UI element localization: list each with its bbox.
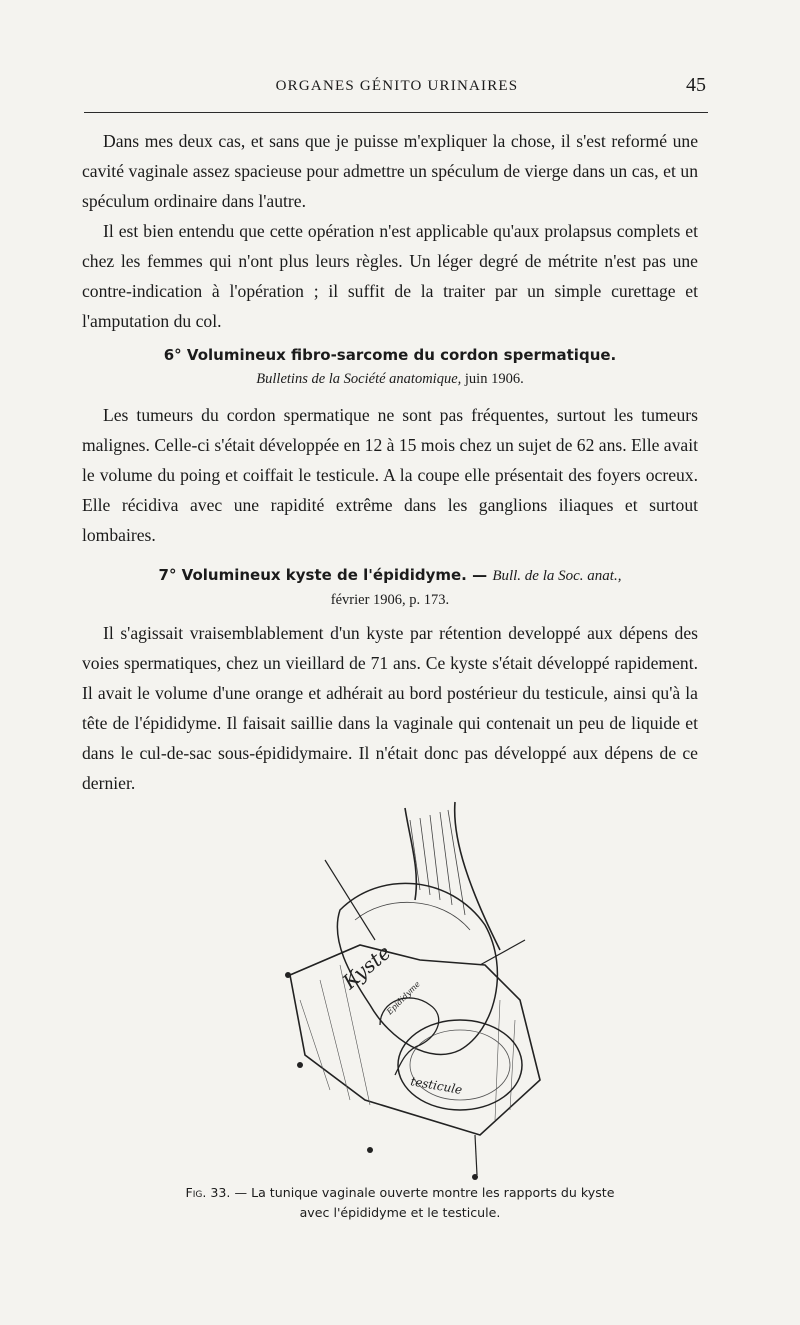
header-rule [84, 112, 708, 113]
anatomical-figure [270, 800, 560, 1180]
running-title: ORGANES GÉNITO URINAIRES [275, 78, 519, 94]
label-epididyme: Epididyme [385, 979, 422, 1017]
section-7-title-line [82, 566, 698, 585]
section-6-journal: Bulletins de la Société anatomique, [256, 371, 462, 387]
section-7-date: février 1906, p. 173. [330, 592, 450, 608]
paragraph-1: Dans mes deux cas, et sans que je puisse m'expliquer la chose, il s'est reformé une cavité vaginale assez spacieuse pour admettre un spéculum de vierge dans un cas, et un spéculum ordinaire dans l'autre. [82, 131, 698, 211]
paragraph-2: Il est bien entendu que cette opération n'est applicable qu'aux prolapsus complets et chez les femmes qui n'ont plus leurs règles. Un léger degré de métrite n'est pas une contre-indication à l'opération ; il suffit de la traiter par un simple curettage et l'amputation du col. [82, 221, 698, 331]
caption-line-1 [150, 1183, 650, 1203]
page-header [82, 72, 712, 104]
label-kyste: Kyste [337, 940, 396, 994]
section-6-paragraph: Les tumeurs du cordon spermatique ne sont pas fréquentes, surtout les tumeurs malignes. Celle-ci s'était développée en 12 à 15 mois chez un sujet de 62 ans. Elle avait le volume du poing et coiffait le testicule. A la coupe elle présentait des foyers ocreux. Elle récidiva avec une rapidité extrême dans les ganglions iliaques et surtout lombaires. [82, 405, 698, 545]
caption-figure-number: Fig. 33. — [185, 1185, 248, 1200]
section-7-journal: Bull. de la Soc. anat., [492, 568, 622, 584]
section-6-reference [82, 371, 698, 388]
figure-drawing [270, 800, 560, 1180]
caption-line-2: avec l'épididyme et le testicule. [299, 1205, 501, 1220]
figure-caption [150, 1183, 650, 1223]
section-6-date: juin 1906. [464, 371, 524, 387]
section-7-title: 7° Volumineux kyste de l'épididyme. — [158, 566, 488, 584]
label-testicule: testicule [409, 1074, 464, 1098]
section-7-paragraph: Il s'agissait vraisemblablement d'un kyste par rétention developpé aux dépens des voies spermatiques, chez un vieillard de 71 ans. Ce kyste s'était développé rapidement. Il avait le volume d'une orange et adhérait au bord postérieur du testicule, ainsi qu'à la tête de l'épididyme. Il faisait saillie dans la vaginale qui contenait un peu de liquide et dans le cul-de-sac sous-épididymaire. Il n'était donc pas développé aux dépens de ce dernier. [82, 623, 698, 793]
section-6-title: 6° Volumineux fibro-sarcome du cordon spermatique. [163, 346, 617, 364]
page-number: 45 [686, 74, 706, 96]
caption-text-1: La tunique vaginale ouverte montre les rapports du kyste [251, 1185, 615, 1200]
